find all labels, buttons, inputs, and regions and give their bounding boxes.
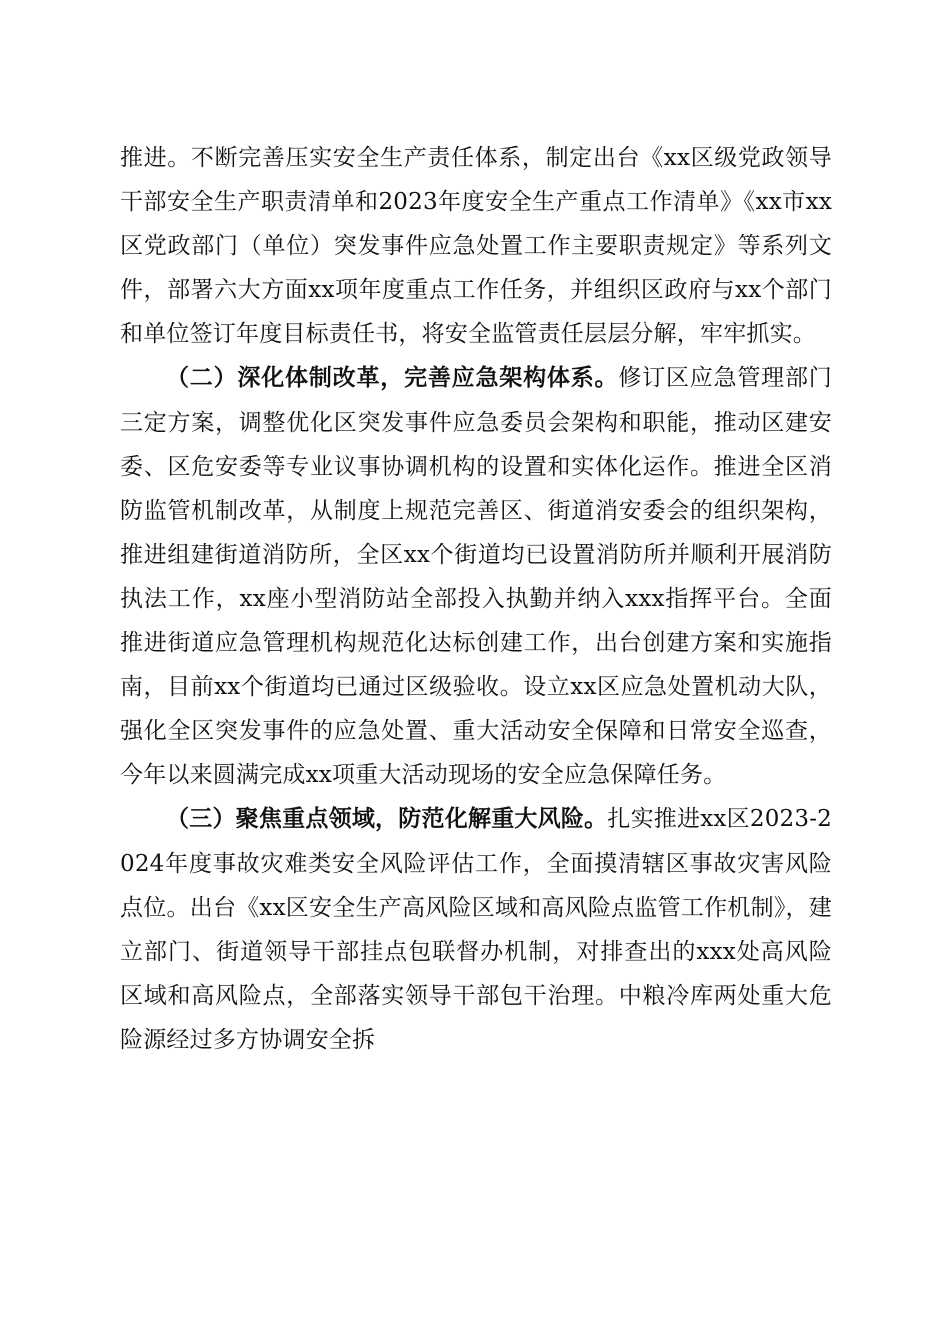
paragraph-3-body: 扎实推进xx区2023-2024年度事故灾难类安全风险评估工作，全面摸清辖区事故灾害风险点位。出台《xx区安全生产高风险区域和高风险点监管工作机制》，建立部门、街道领导干部挂点包联督办机制，对排查出的xxx处高风险区域和高风险点，全部落实领导干部包干治理。中粮冷库两处重大危险源经过多方协调安全拆 <box>120 806 832 1053</box>
paragraph-3-heading: （三）聚焦重点领域，防范化解重大风险。 <box>166 805 608 833</box>
paragraph-1-body: 推进。不断完善压实安全生产责任体系，制定出台《xx区级党政领导干部安全生产职责清单和2023年度安全生产重点工作清单》《xx市xx区党政部门（单位）突发事件应急处置工作主要职责规定》等系列文件，部署六大方面xx项年度重点工作任务，并组织区政府与xx个部门和单位签订年度目标责任书，将安全监管责任层层分解，牢牢抓实。 <box>120 145 832 348</box>
paragraph-2 <box>120 356 832 797</box>
document-page <box>120 136 832 1062</box>
paragraph-2-heading: （二）深化体制改革，完善应急架构体系。 <box>166 364 619 392</box>
paragraph-3 <box>120 797 832 1062</box>
paragraph-1 <box>120 136 832 356</box>
paragraph-2-body: 修订区应急管理部门三定方案，调整优化区突发事件应急委员会架构和职能，推动区建安委、区危安委等专业议事协调机构的设置和实体化运作。推进全区消防监管机制改革，从制度上规范完善区、街道消安委会的组织架构，推进组建街道消防所，全区xx个街道均已设置消防所并顺利开展消防执法工作，xx座小型消防站全部投入执勤并纳入xxx指挥平台。全面推进街道应急管理机构规范化达标创建工作，出台创建方案和实施指南，目前xx个街道均已通过区级验收。设立xx区应急处置机动大队，强化全区突发事件的应急处置、重大活动安全保障和日常安全巡查，今年以来圆满完成xx项重大活动现场的安全应急保障任务。 <box>120 365 832 789</box>
